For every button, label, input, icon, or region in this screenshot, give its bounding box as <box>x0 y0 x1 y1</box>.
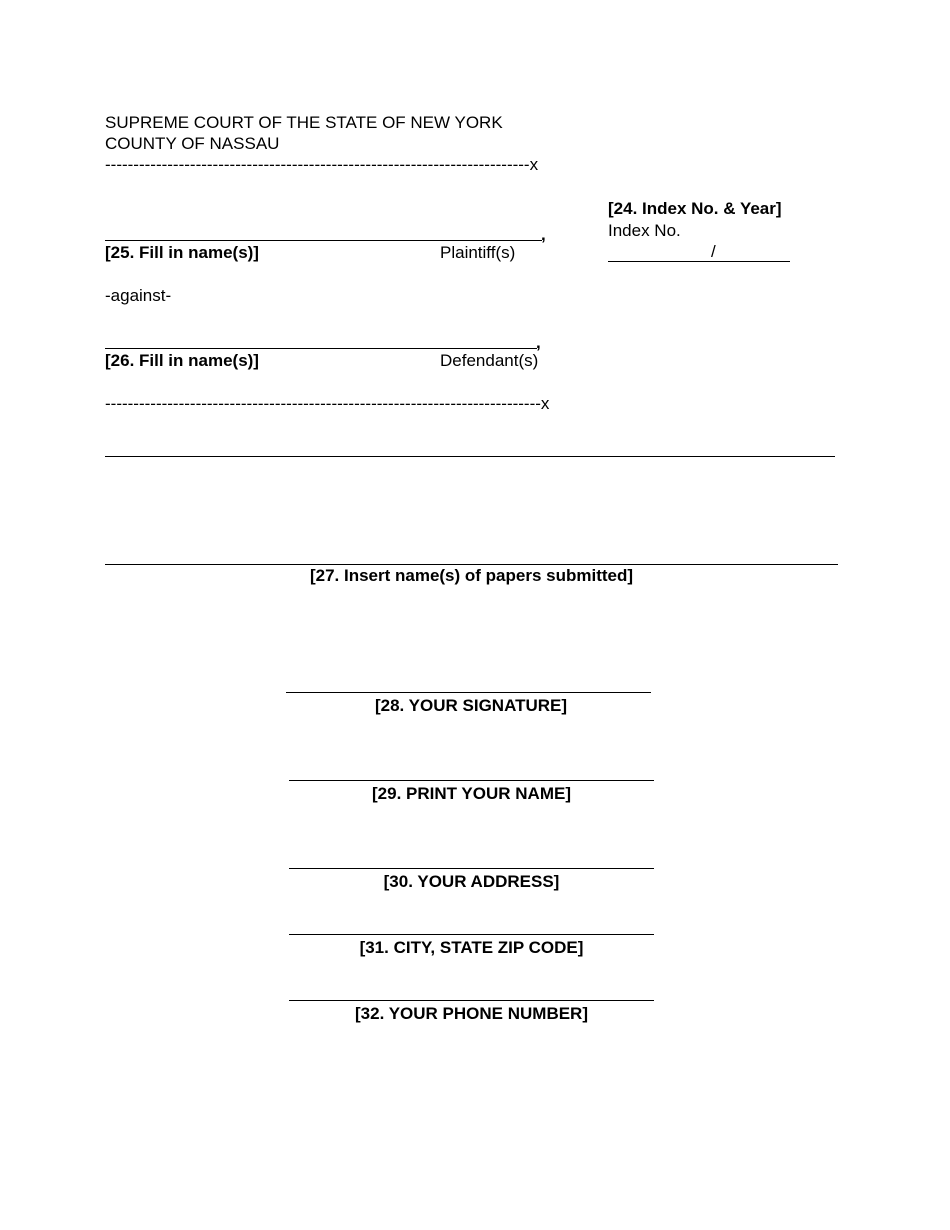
index-instruction: [24. Index No. & Year] <box>608 199 782 218</box>
defendant-instruction: [26. Fill in name(s)] <box>105 351 259 370</box>
phone-label: [32. YOUR PHONE NUMBER] <box>355 1004 588 1023</box>
plaintiff-role-label: Plaintiff(s) <box>440 243 516 262</box>
phone-field[interactable] <box>289 1000 654 1001</box>
index-no-field[interactable] <box>608 261 790 262</box>
address-label: [30. YOUR ADDRESS] <box>383 872 560 891</box>
plaintiff-comma: , <box>541 225 546 244</box>
court-name: SUPREME COURT OF THE STATE OF NEW YORK <box>105 113 503 132</box>
print-name-label: [29. PRINT YOUR NAME] <box>372 784 571 803</box>
plaintiff-instruction: [25. Fill in name(s)] <box>105 243 259 262</box>
county-name: COUNTY OF NASSAU <box>105 134 280 153</box>
plaintiff-name-field[interactable] <box>105 240 542 241</box>
papers-instruction: [27. Insert name(s) of papers submitted] <box>309 566 634 585</box>
city-state-zip-label: [31. CITY, STATE ZIP CODE] <box>359 938 584 957</box>
papers-title-field[interactable] <box>105 456 835 457</box>
defendant-role-label: Defendant(s) <box>440 351 539 370</box>
signature-label: [28. YOUR SIGNATURE] <box>374 696 568 715</box>
signature-field[interactable] <box>286 692 651 693</box>
index-year-slash: / <box>711 242 716 261</box>
city-state-zip-field[interactable] <box>289 934 654 935</box>
papers-name-field[interactable] <box>105 564 838 565</box>
against-label: -against- <box>105 286 172 305</box>
print-name-field[interactable] <box>289 780 654 781</box>
address-field[interactable] <box>289 868 654 869</box>
caption-divider-bottom: -----------------------------------------------------------------------------x <box>105 394 550 413</box>
defendant-comma: , <box>536 333 541 352</box>
index-no-label: Index No. <box>608 221 681 240</box>
caption-divider-top: ---------------------------------------------------------------------------x <box>105 155 539 174</box>
defendant-name-field[interactable] <box>105 348 537 349</box>
